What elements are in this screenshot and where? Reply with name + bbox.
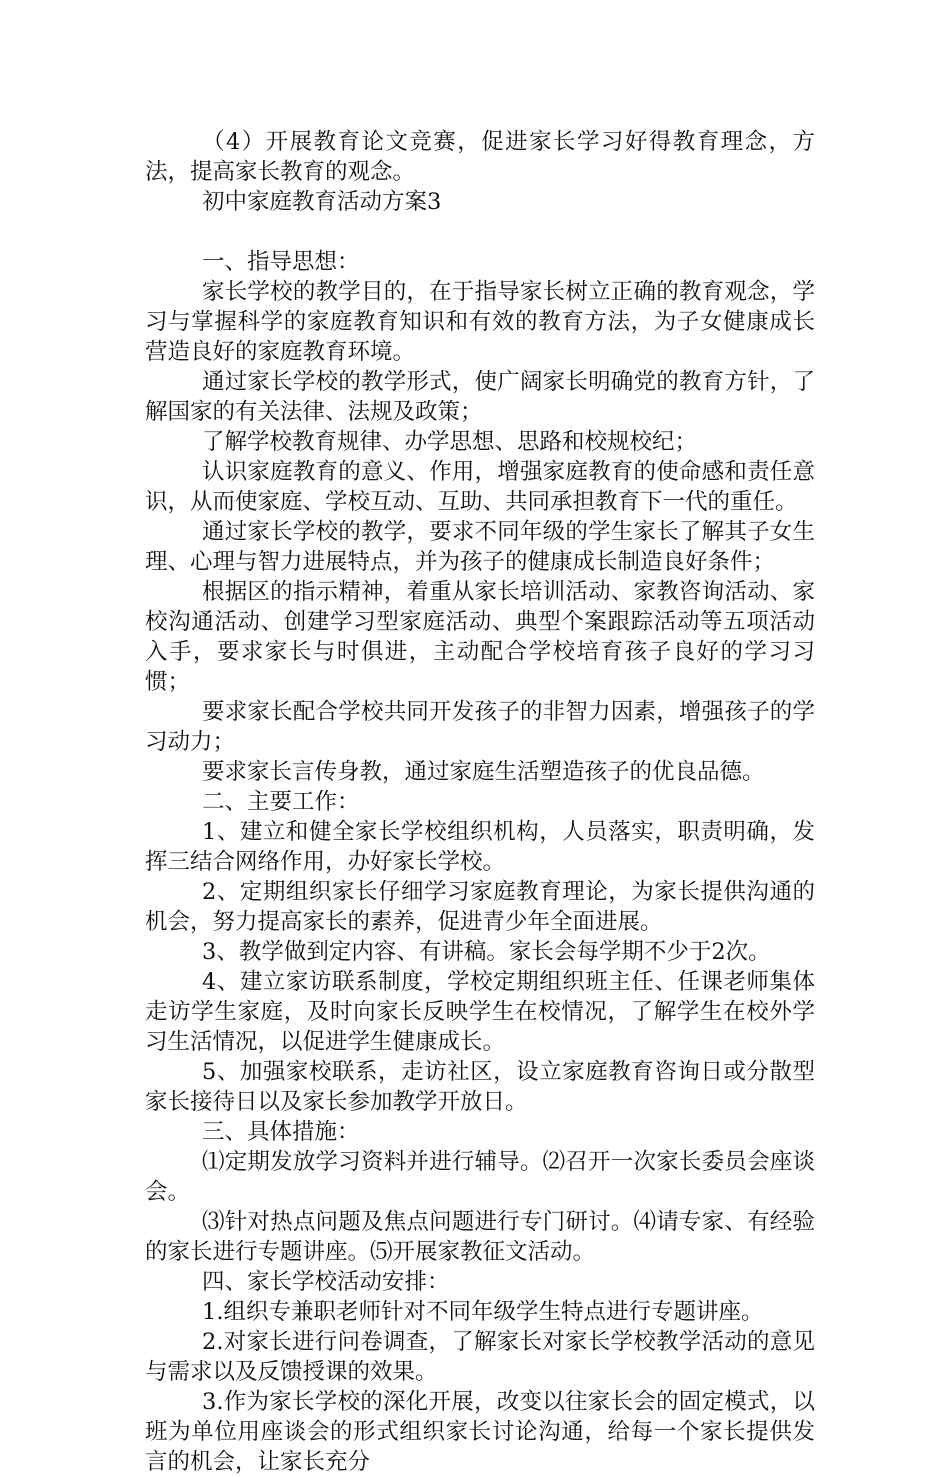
paragraph: 家长学校的教学目的，在于指导家长树立正确的教育观念，学习与掌握科学的家庭教育知识和有效的教育方法，为子女健康成长营造良好的家庭教育环境。 — [145, 279, 815, 365]
blank-line — [145, 217, 815, 247]
paragraph: 了解学校教育规律、办学思想、思路和校规校纪； — [202, 429, 698, 455]
list-item: ⑴定期发放学习资料并进行辅导。⑵召开一次家长委员会座谈会。 — [145, 1149, 815, 1205]
document-body — [145, 127, 815, 1477]
heading-activity-schedule: 四、家长学校活动安排： — [202, 1269, 450, 1295]
heading-main-work: 二、主要工作： — [202, 789, 360, 815]
list-item: 2.对家长进行问卷调查，了解家长对家长学校教学活动的意见与需求以及反馈授课的效果。 — [145, 1329, 815, 1385]
section-title: 初中家庭教育活动方案3 — [202, 189, 442, 215]
list-item: 5、加强家校联系，走访社区，设立家庭教育咨询日或分散型家长接待日以及家长参加教学开放日。 — [145, 1059, 815, 1115]
list-item: 3.作为家长学校的深化开展，改变以往家长会的固定模式，以班为单位用座谈会的形式组织家长讨论沟通，给每一个家长提供发言的机会，让家长充分 — [145, 1389, 815, 1475]
paragraph: （4）开展教育论文竞赛，促进家长学习好得教育理念，方法，提高家长教育的观念。 — [145, 129, 815, 185]
heading-guiding-thought: 一、指导思想： — [202, 249, 360, 275]
paragraph: 根据区的指示精神，着重从家长培训活动、家教咨询活动、家校沟通活动、创建学习型家庭活动、典型个案跟踪活动等五项活动入手，要求家长与时俱进，主动配合学校培育孩子良好的学习习惯； — [145, 579, 815, 695]
list-item: 3、教学做到定内容、有讲稿。家长会每学期不少于2次。 — [202, 939, 771, 965]
heading-measures: 三、具体措施： — [202, 1119, 360, 1145]
list-item: 1.组织专兼职老师针对不同年级学生特点进行专题讲座。 — [202, 1299, 764, 1325]
paragraph: 认识家庭教育的意义、作用，增强家庭教育的使命感和责任意识，从而使家庭、学校互动、互助、共同承担教育下一代的重任。 — [145, 459, 815, 515]
list-item: ⑶针对热点问题及焦点问题进行专门研讨。⑷请专家、有经验的家长进行专题讲座。⑸开展家教征文活动。 — [145, 1209, 815, 1265]
paragraph: 通过家长学校的教学形式，使广阔家长明确党的教育方针，了解国家的有关法律、法规及政策； — [145, 369, 815, 425]
paragraph: 通过家长学校的教学，要求不同年级的学生家长了解其子女生理、心理与智力进展特点，并为孩子的健康成长制造良好条件； — [145, 519, 815, 575]
list-item: 1、建立和健全家长学校组织机构，人员落实，职责明确，发挥三结合网络作用，办好家长学校。 — [145, 819, 815, 875]
paragraph: 要求家长配合学校共同开发孩子的非智力因素，增强孩子的学习动力； — [145, 699, 815, 755]
list-item: 2、定期组织家长仔细学习家庭教育理论，为家长提供沟通的机会，努力提高家长的素养，促进青少年全面进展。 — [145, 879, 815, 935]
paragraph: 要求家长言传身教，通过家庭生活塑造孩子的优良品德。 — [202, 759, 765, 785]
list-item: 4、建立家访联系制度，学校定期组织班主任、任课老师集体走访学生家庭，及时向家长反映学生在校情况，了解学生在校外学习生活情况，以促进学生健康成长。 — [145, 969, 815, 1055]
